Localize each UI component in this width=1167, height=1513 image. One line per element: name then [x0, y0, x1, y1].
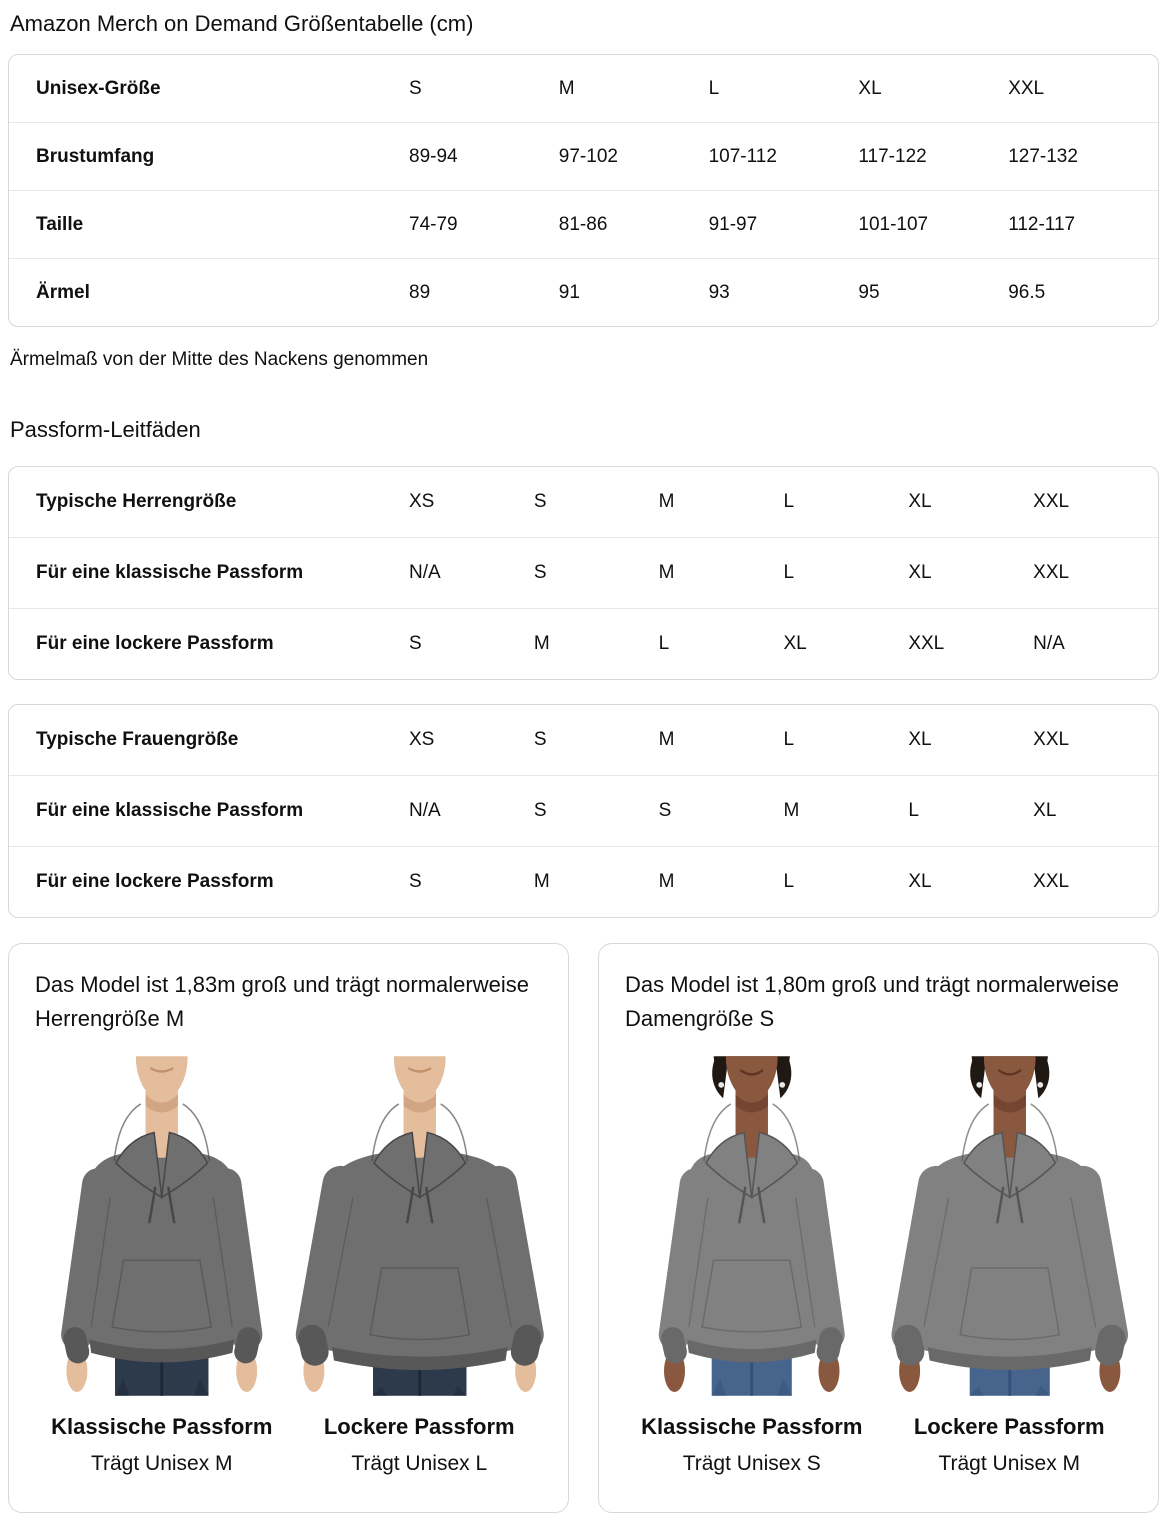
cell: M	[783, 776, 908, 847]
size-worn-label: Trägt Unisex M	[90, 1452, 233, 1475]
row-label: Für eine klassische Passform	[9, 776, 409, 847]
cell: S	[534, 776, 659, 847]
table-row	[9, 847, 1158, 918]
table-row	[9, 776, 1158, 847]
row-label: Typische Frauengröße	[36, 729, 239, 750]
table-row	[9, 55, 1158, 123]
size-worn-label: Trägt Unisex S	[682, 1452, 821, 1475]
fit-label: Klassische Passform	[641, 1414, 863, 1439]
fit-label: Lockere Passform	[913, 1414, 1105, 1439]
figure-women-loose	[881, 1048, 1139, 1476]
cell: 81-86	[559, 191, 709, 259]
men-fit-card	[8, 943, 569, 1513]
cell: XS	[409, 491, 435, 512]
cell: 127-132	[1008, 123, 1158, 191]
cell: XXL	[1008, 77, 1045, 99]
cell: XL	[858, 77, 882, 99]
cell: M	[659, 847, 784, 918]
sleeve-measure-note: Ärmelmaß von der Mitte des Nackens genommen	[10, 349, 429, 370]
cell: S	[409, 77, 422, 99]
model-description: Das Model ist 1,83m groß und trägt normalerweise Herrengröße M	[35, 972, 529, 1031]
table-row	[9, 705, 1158, 776]
cell: S	[533, 491, 547, 512]
table-row	[9, 123, 1158, 191]
cell: N/A	[409, 776, 534, 847]
cell: XL	[908, 847, 1033, 918]
table-row	[9, 467, 1158, 538]
cell: L	[783, 729, 795, 750]
cell: S	[533, 729, 547, 750]
page-title: Amazon Merch on Demand Größentabelle (cm)	[10, 11, 474, 36]
row-label: Typische Herrengröße	[36, 491, 237, 512]
fit-label: Klassische Passform	[51, 1414, 273, 1439]
cell: L	[659, 609, 784, 680]
model-photo-women-classic-icon	[623, 1048, 881, 1404]
cell: XL	[1033, 776, 1158, 847]
row-label: Für eine klassische Passform	[9, 538, 409, 609]
figure-women-classic	[623, 1048, 881, 1476]
cell: 93	[709, 259, 859, 327]
cell: 95	[858, 259, 1008, 327]
cell: N/A	[1033, 609, 1158, 680]
cell: M	[658, 729, 675, 750]
women-fit-card	[598, 943, 1159, 1513]
cell: L	[783, 538, 908, 609]
cell: 96.5	[1008, 259, 1158, 327]
cell: XL	[908, 538, 1033, 609]
cell: S	[409, 847, 534, 918]
table-row	[9, 538, 1158, 609]
cell: XXL	[1033, 729, 1070, 750]
cell: 107-112	[709, 123, 859, 191]
table-row	[9, 191, 1158, 259]
cell: XL	[908, 729, 932, 750]
men-fit-table	[8, 466, 1159, 680]
size-worn-label: Trägt Unisex L	[351, 1452, 488, 1475]
row-label: Unisex-Größe	[36, 77, 161, 99]
cell: XXL	[1033, 847, 1158, 918]
unisex-size-table	[8, 54, 1159, 327]
cell: XXL	[908, 609, 1033, 680]
cell: M	[558, 77, 575, 99]
fit-guides-title: Passform-Leitfäden	[10, 417, 201, 442]
women-fit-table	[8, 704, 1159, 918]
cell: S	[659, 776, 784, 847]
cell: L	[708, 77, 720, 99]
row-label: Für eine lockere Passform	[9, 847, 409, 918]
row-label: Ärmel	[9, 259, 409, 327]
table-row	[9, 609, 1158, 680]
table-row	[9, 259, 1158, 327]
cell: 112-117	[1008, 191, 1158, 259]
cell: M	[659, 538, 784, 609]
cell: M	[534, 609, 659, 680]
figure-men-classic	[33, 1048, 291, 1476]
cell: 91	[559, 259, 709, 327]
row-label: Für eine lockere Passform	[9, 609, 409, 680]
cell: M	[534, 847, 659, 918]
cell: L	[908, 776, 1033, 847]
cell: XL	[908, 491, 932, 512]
cell: 101-107	[858, 191, 1008, 259]
cell: L	[783, 491, 795, 512]
row-label: Taille	[9, 191, 409, 259]
figure-men-loose	[291, 1048, 549, 1476]
cell: M	[658, 491, 675, 512]
cell: XXL	[1033, 538, 1158, 609]
cell: 97-102	[559, 123, 709, 191]
cell: XXL	[1033, 491, 1070, 512]
cell: 74-79	[409, 191, 559, 259]
fit-label: Lockere Passform	[323, 1414, 515, 1439]
model-photo-men-classic-icon	[33, 1048, 291, 1404]
model-description: Das Model ist 1,80m groß und trägt normalerweise Damengröße S	[625, 972, 1119, 1031]
model-photo-women-loose-icon	[881, 1048, 1139, 1404]
row-label: Brustumfang	[9, 123, 409, 191]
cell: L	[783, 847, 908, 918]
model-photo-men-loose-icon	[291, 1048, 549, 1404]
cell: XL	[783, 609, 908, 680]
cell: 89-94	[409, 123, 559, 191]
cell: N/A	[409, 538, 534, 609]
cell: 89	[409, 259, 559, 327]
cell: 117-122	[858, 123, 1008, 191]
cell: S	[409, 609, 534, 680]
cell: XS	[409, 729, 435, 750]
size-worn-label: Trägt Unisex M	[938, 1452, 1081, 1475]
cell: S	[534, 538, 659, 609]
model-cards	[8, 943, 1159, 1513]
cell: 91-97	[709, 191, 859, 259]
